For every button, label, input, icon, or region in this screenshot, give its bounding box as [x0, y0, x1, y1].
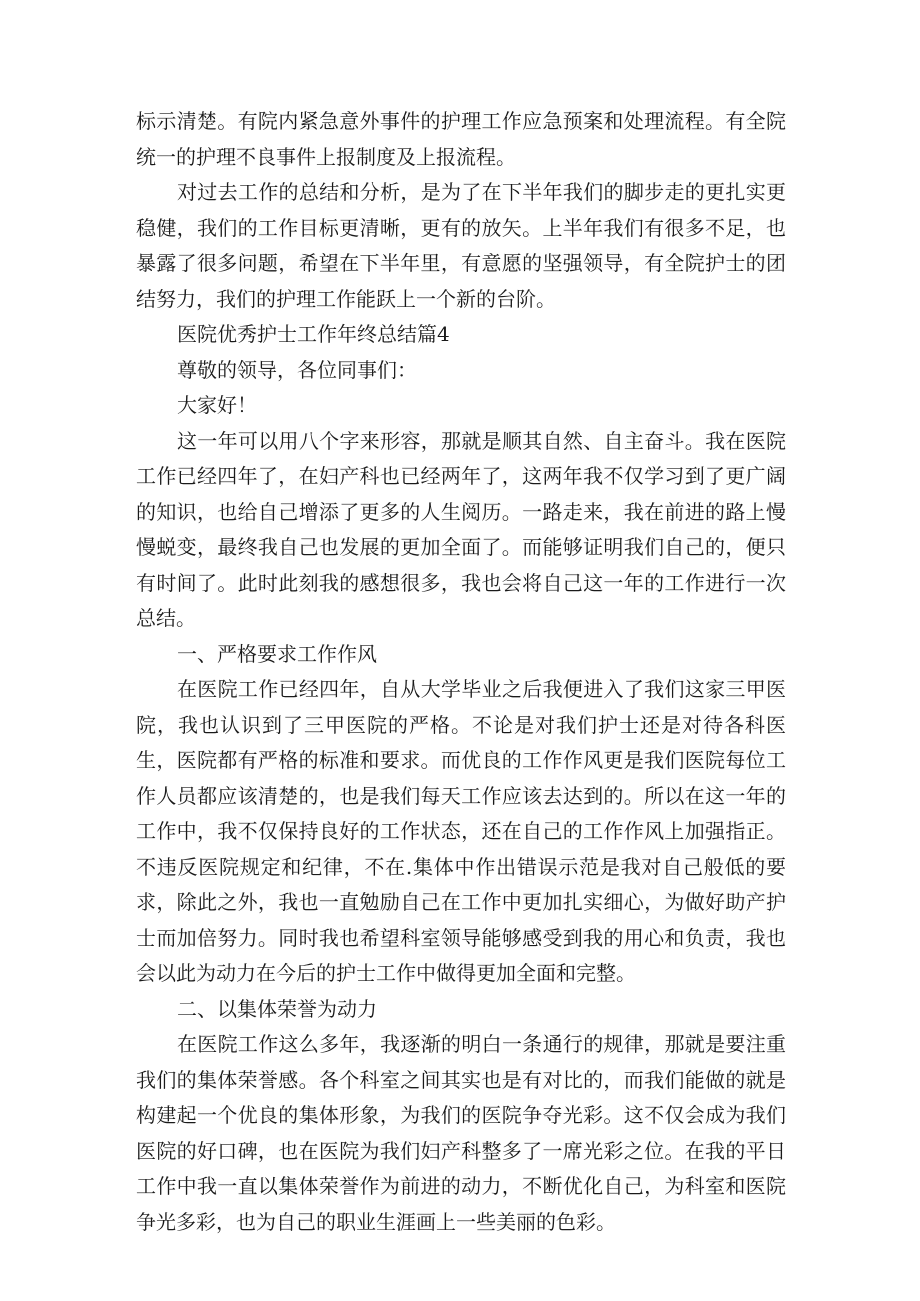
section-heading-1: 一、严格要求工作作风: [177, 641, 377, 666]
paragraph-intro: 这一年可以用八个字来形容，那就是顺其自然、自主奋斗。我在医院工作已经四年了，在妇产科也已经两年了，这两年我不仅学习到了更广阔的知识，也给自己增添了更多的人生阅历。一路走来，我在前进的路上慢慢蜕变，最终我自己也发展的更加全面了。而能够证明我们自己的，便只有时间了。此时此刻我的感想很多，我也会将自己这一年的工作进行一次总结。: [136, 428, 786, 630]
salutation: 尊敬的领导，各位同事们：: [177, 357, 417, 382]
article-title: 医院优秀护士工作年终总结篇4: [177, 322, 450, 346]
section-heading-2: 二、以集体荣誉为动力: [177, 996, 377, 1021]
paragraph-section-1: 在医院工作已经四年，自从大学毕业之后我便进入了我们这家三甲医院，我也认识到了三甲医院的严格。不论是对我们护士还是对待各科医生，医院都有严格的标准和要求。而优良的工作作风更是我们医院每位工作人员都应该清楚的，也是我们每天工作应该去达到的。所以在这一年的工作中，我不仅保持良好的工作状态，还在自己的工作作风上加强指正。不违反医院规定和纪律，不在.集体中作出错误示范是我对自己般低的要求，除此之外，我也一直勉励自己在工作中更加扎实细心，为做好助产护士而加倍努力。同时我也希望科室领导能够感受到我的用心和负责，我也会以此为动力在今后的护士工作中做得更加全面和完整。: [136, 677, 786, 985]
paragraph-summary: 对过去工作的总结和分析，是为了在下半年我们的脚步走的更扎实更稳健，我们的工作目标更清晰，更有的放矢。上半年我们有很多不足，也暴露了很多问题，希望在下半年里，有意愿的坚强领导，有全院护士的团结努力，我们的护理工作能跃上一个新的台阶。: [136, 180, 786, 311]
document-body: [136, 104, 786, 1240]
paragraph-section-2: 在医院工作这么多年，我逐渐的明白一条通行的规律，那就是要注重我们的集体荣誉感。各个科室之间其实也是有对比的，而我们能做的就是构建起一个优良的集体形象，为我们的医院争夺光彩。这不仅会成为我们医院的好口碑，也在医院为我们妇产科整多了一席光彩之位。在我的平日工作中我一直以集体荣誉作为前进的动力，不断优化自己，为科室和医院争光多彩，也为自己的职业生涯画上一些美丽的色彩。: [136, 1032, 786, 1234]
greeting: 大家好！: [177, 393, 257, 417]
paragraph-continuation: 标示清楚。有院内紧急意外事件的护理工作应急预案和处理流程。有全院统一的护理不良事件上报制度及上报流程。: [136, 109, 786, 169]
